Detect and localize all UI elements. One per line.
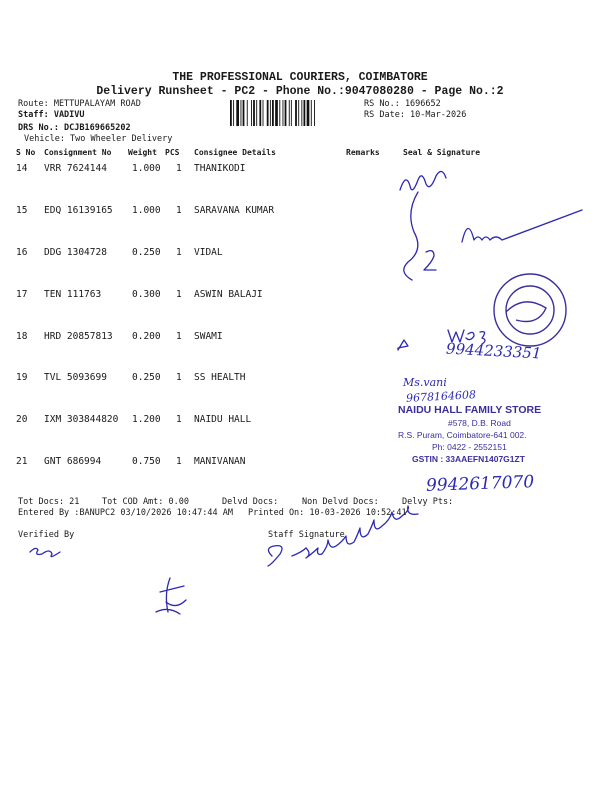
printed-on: Printed On: 10-03-2026 10:52:41	[248, 508, 407, 518]
row-sno: 20	[16, 414, 28, 425]
stamp-gstin: GSTIN : 33AAEFN1407G1ZT	[412, 454, 525, 464]
row-consignee: THANIKODI	[194, 163, 246, 174]
staff-signature-ink	[268, 506, 418, 566]
row-weight: 1.000	[132, 205, 161, 216]
row-weight: 0.250	[132, 247, 161, 258]
rs-date: RS Date: 10-Mar-2026	[364, 110, 467, 120]
large-initial-mark	[156, 578, 186, 614]
row-pcs: 1	[176, 331, 182, 342]
non-delivered-docs: Non Delvd Docs:	[302, 497, 379, 507]
row-weight: 0.750	[132, 456, 161, 467]
row-consignee: SS HEALTH	[194, 372, 246, 383]
row-pcs: 1	[176, 163, 182, 174]
handwritten-phone-3: 9942617070	[425, 472, 535, 496]
row-weight: 1.000	[132, 163, 161, 174]
total-docs: Tot Docs: 21	[18, 497, 80, 507]
row-sno: 21	[16, 456, 28, 467]
row-consignee: SARAVANA KUMAR	[194, 205, 275, 216]
delivered-docs: Delvd Docs:	[222, 497, 279, 507]
row-consignment: HRD 20857813	[44, 331, 113, 342]
stamp-address-1: #578, D.B. Road	[448, 418, 511, 428]
verified-by-ink	[30, 548, 60, 556]
staff-signature-label: Staff Signature	[268, 530, 345, 540]
row-pcs: 1	[176, 456, 182, 467]
row-consignee: ASWIN BALAJI	[194, 289, 263, 300]
handwritten-phone-2: 9678164608	[405, 388, 477, 405]
row-weight: 0.200	[132, 331, 161, 342]
row-consignment: GNT 686994	[44, 456, 102, 467]
route-label: Route: METTUPALAYAM ROAD	[18, 99, 141, 109]
signature-row-15	[462, 210, 582, 242]
col-sno: S No	[16, 148, 36, 157]
row-sno: 18	[16, 331, 28, 342]
row-consignee: MANIVANAN	[194, 456, 246, 467]
row-sno: 16	[16, 247, 28, 258]
entered-by: Entered By :BANUPC2 03/10/2026 10:47:44 AM	[18, 508, 233, 518]
row-consignment: VRR 7624144	[44, 163, 107, 174]
signature-row-14	[400, 171, 446, 190]
row-consignment: TEN 111763	[44, 289, 102, 300]
handwritten-phone-1: 9944233351	[445, 339, 542, 363]
signature-row-18	[448, 330, 485, 344]
row-pcs: 1	[176, 247, 182, 258]
stamp-address-2: R.S. Puram, Coimbatore-641 002.	[398, 430, 527, 440]
row-weight: 1.200	[132, 414, 161, 425]
vehicle-label: Vehicle: Two Wheeler Delivery	[24, 134, 173, 144]
check-mark-icon	[398, 340, 408, 350]
row-consignment: EDQ 16139165	[44, 205, 113, 216]
col-seal-signature: Seal & Signature	[403, 148, 481, 157]
round-seal-icon	[494, 274, 566, 346]
row-consignee: NAIDU HALL	[194, 414, 252, 425]
row-sno: 19	[16, 372, 28, 383]
row-consignee: SWAMI	[194, 331, 223, 342]
row-pcs: 1	[176, 414, 182, 425]
row-pcs: 1	[176, 205, 182, 216]
col-weight: Weight	[128, 148, 157, 157]
delivery-points: Delvy Pts:	[402, 497, 454, 507]
total-cod-amount: Tot COD Amt: 0.00	[102, 497, 189, 507]
row-consignment: TVL 5093699	[44, 372, 107, 383]
signature-number-2	[424, 251, 436, 270]
row-sno: 17	[16, 289, 28, 300]
company-title: THE PROFESSIONAL COURIERS, COIMBATORE	[172, 71, 428, 84]
row-consignment: DDG 1304728	[44, 247, 107, 258]
handwritten-name: Ms.vani	[403, 376, 447, 389]
row-weight: 0.250	[132, 372, 161, 383]
stamp-phone: Ph: 0422 - 2552151	[432, 442, 507, 452]
row-weight: 0.300	[132, 289, 161, 300]
signature-vertical-scribble	[404, 192, 418, 280]
staff-label: Staff: VADIVU	[18, 110, 85, 120]
row-consignee: VIDAL	[194, 247, 223, 258]
stamp-store-name: NAIDU HALL FAMILY STORE	[398, 404, 542, 416]
col-remarks: Remarks	[346, 148, 380, 157]
drs-number: DRS No.: DCJB169665202	[18, 123, 131, 133]
row-pcs: 1	[176, 372, 182, 383]
col-pcs: PCS	[165, 148, 180, 157]
verified-by-label: Verified By	[18, 530, 75, 540]
row-sno: 14	[16, 163, 28, 174]
row-sno: 15	[16, 205, 28, 216]
runsheet-subtitle: Delivery Runsheet - PC2 - Phone No.:9047080280 - Page No.:2	[96, 85, 504, 98]
row-pcs: 1	[176, 289, 182, 300]
rs-number: RS No.: 1696652	[364, 99, 441, 109]
col-consignee: Consignee Details	[194, 148, 276, 157]
col-consignment: Consignment No	[44, 148, 112, 157]
row-consignment: IXM 303844820	[44, 414, 119, 425]
